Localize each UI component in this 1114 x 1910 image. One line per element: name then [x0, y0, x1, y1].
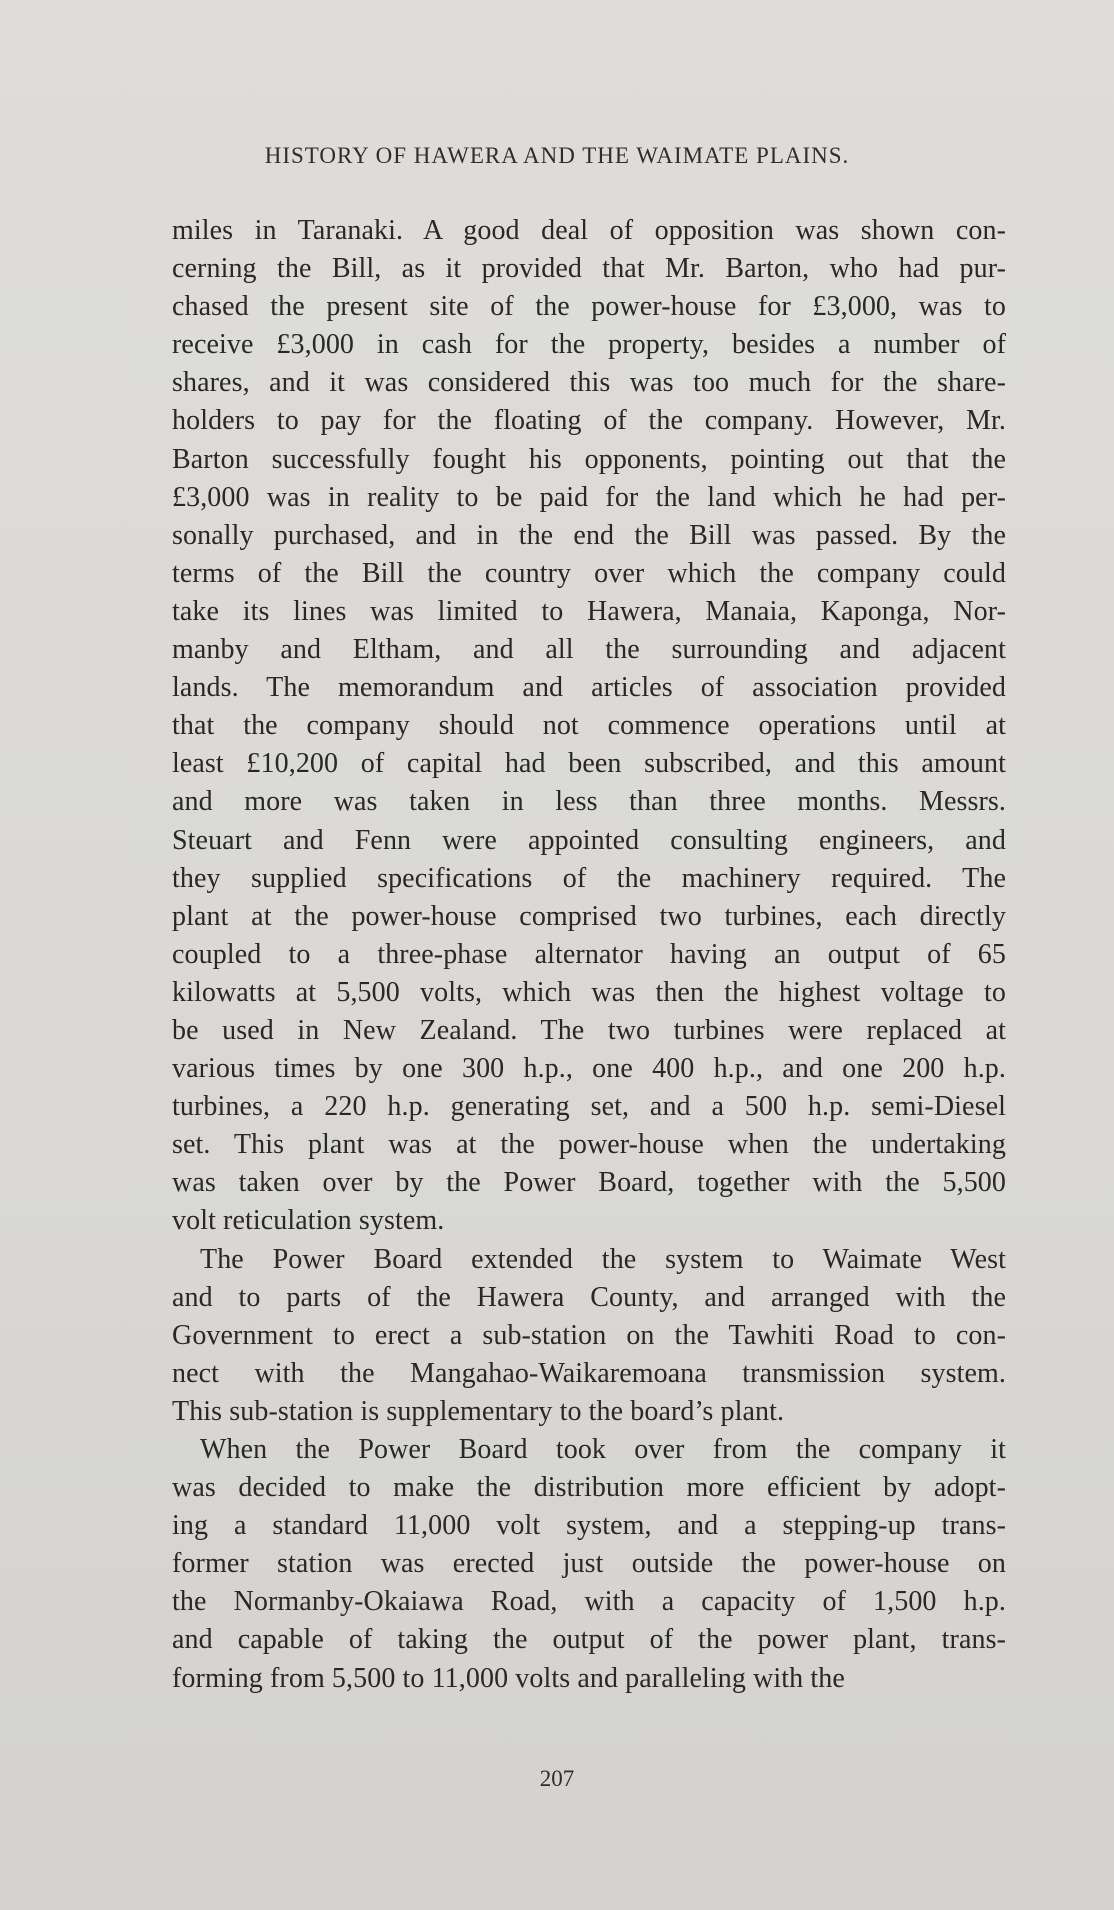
text-line: When the Power Board took over from the company it — [200, 1434, 1006, 1465]
text-line: least £10,200 of capital had been subscribed, and this amount — [172, 748, 1006, 780]
text-line: they supplied specifications of the machinery required. The — [172, 862, 1006, 894]
running-head: HISTORY OF HAWERA AND THE WAIMATE PLAINS. — [264, 143, 850, 168]
text-line: former station was erected just outside the power-house on — [172, 1548, 1006, 1580]
text-line: cerning the Bill, as it provided that Mr. Barton, who had pur- — [172, 253, 1006, 285]
text-line: volt reticulation system. — [172, 1205, 445, 1237]
text-line: coupled to a three-phase alternator having an output of 65 — [172, 938, 1006, 970]
page-number: 207 — [539, 1766, 575, 1791]
text-line: Steuart and Fenn were appointed consulting engineers, and — [172, 824, 1006, 856]
text-line: various times by one 300 h.p., one 400 h.p., and one 200 h.p. — [172, 1053, 1006, 1085]
text-line: that the company should not commence operations until at — [172, 710, 1006, 742]
text-line: Government to erect a sub-station on the Tawhiti Road to con- — [172, 1319, 1006, 1351]
text-line: and to parts of the Hawera County, and arranged with the — [172, 1281, 1006, 1313]
text-line: shares, and it was considered this was too much for the share- — [172, 367, 1006, 399]
text-line: take its lines was limited to Hawera, Manaia, Kaponga, Nor- — [172, 595, 1006, 627]
text-line: plant at the power-house comprised two turbines, each directly — [172, 900, 1006, 932]
text-line: nect with the Mangahao-Waikaremoana transmission system. — [172, 1357, 1006, 1389]
text-line: terms of the Bill the country over which the company could — [172, 557, 1006, 589]
text-line: chased the present site of the power-house for £3,000, was to — [172, 291, 1006, 323]
text-line: kilowatts at 5,500 volts, which was then the highest voltage to — [172, 976, 1006, 1008]
text-line: was taken over by the Power Board, together with the 5,500 — [172, 1167, 1006, 1199]
text-line: The Power Board extended the system to Waimate West — [200, 1243, 1006, 1275]
paragraph — [172, 212, 1006, 1241]
text-line: ing a standard 11,000 volt system, and a stepping-up trans- — [172, 1510, 1006, 1542]
paragraph — [172, 1241, 1006, 1431]
text-line: was decided to make the distribution more efficient by adopt- — [172, 1472, 1006, 1504]
text-line: be used in New Zealand. The two turbines were replaced at — [172, 1014, 1006, 1046]
paragraph — [172, 1431, 1006, 1698]
text-line: lands. The memorandum and articles of association provided — [172, 672, 1006, 704]
text-line: This sub-station is supplementary to the board’s plant. — [172, 1395, 785, 1427]
text-line: sonally purchased, and in the end the Bill was passed. By the — [172, 519, 1006, 551]
text-line: set. This plant was at the power-house when the undertaking — [172, 1129, 1006, 1161]
text-line: the Normanby-Okaiawa Road, with a capacity of 1,500 h.p. — [172, 1586, 1006, 1618]
text-line: manby and Eltham, and all the surrounding and adjacent — [172, 634, 1006, 666]
text-line: £3,000 was in reality to be paid for the land which he had per- — [172, 481, 1006, 513]
text-line: forming from 5,500 to 11,000 volts and paralleling with the — [172, 1662, 845, 1694]
text-line: receive £3,000 in cash for the property, besides a number of — [172, 329, 1006, 361]
text-line: holders to pay for the floating of the company. However, Mr. — [172, 405, 1006, 437]
body-text — [172, 212, 1006, 1698]
text-line: miles in Taranaki. A good deal of opposition was shown con- — [172, 215, 1006, 246]
text-line: and more was taken in less than three months. Messrs. — [172, 786, 1006, 818]
text-line: turbines, a 220 h.p. generating set, and a 500 h.p. semi-Diesel — [172, 1091, 1006, 1123]
text-line: and capable of taking the output of the power plant, trans- — [172, 1624, 1006, 1656]
text-line: Barton successfully fought his opponents, pointing out that the — [172, 443, 1006, 475]
